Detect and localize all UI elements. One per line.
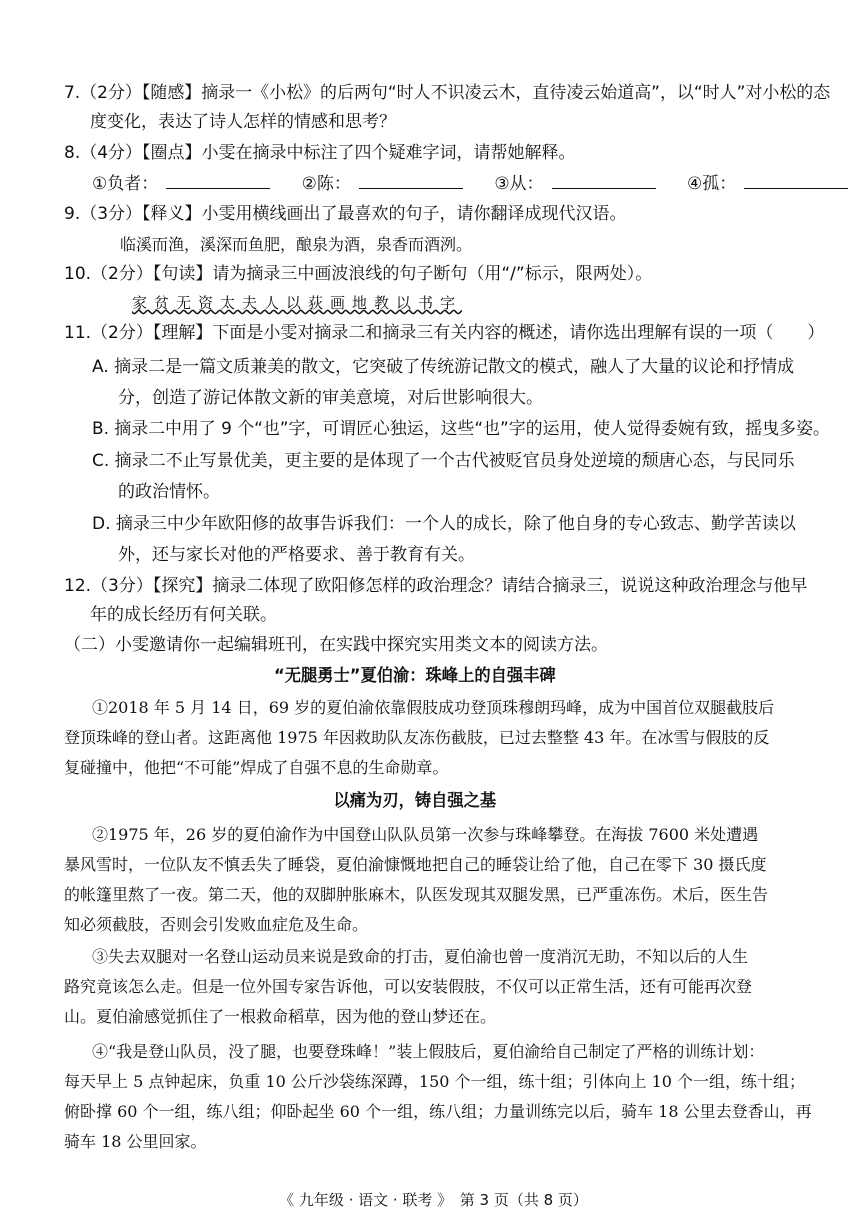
article-title: “无腿勇士”夏伯渝：珠峰上的自强丰碑	[274, 666, 556, 686]
paragraph-2-line3: 的帐篷里熬了一夜。第二天，他的双脚肿胀麻木，队医发现其双腿发黑，已严重冻伤。术后，医生告	[64, 885, 769, 904]
paragraph-2-line2: 暴风雪时，一位队友不慎丢失了睡袋，夏伯渝慷慨地把自己的睡袋让给了他，自己在零下 30 摄氏度	[64, 855, 767, 874]
blank-label-2: ②陈：	[301, 174, 351, 194]
paragraph-4-line3: 俯卧撑 60 个一组，练八组；仰卧起坐 60 个一组，练八组；力量训练完以后，骑车 18 公里去登香山，再	[64, 1102, 812, 1121]
q10-line1: 10.（2分）【句读】请为摘录三中画波浪线的句子断句（用“/”标示，限两处）。	[64, 264, 653, 284]
q7-line2: 度变化，表达了诗人怎样的情感和思考？	[90, 112, 396, 132]
article-subtitle: 以痛为刃，铸自强之基	[333, 791, 497, 811]
q9-line1: 9.（3分）【释义】小雯用横线画出了最喜欢的句子，请你翻译成现代汉语。	[64, 204, 627, 224]
paragraph-3-line1: ③失去双腿对一名登山运动员来说是致命的打击，夏伯渝也曾一度消沉无助，不知以后的人生	[92, 947, 749, 966]
q11-option-c-line1: C. 摘录二不止写景优美，更主要的是体现了一个古代被贬官员身处逆境的颓唐心态，与民同乐	[92, 451, 795, 471]
paragraph-3-line3: 山。夏伯渝感觉抓住了一根救命稻草，因为他的登山梦还在。	[64, 1007, 497, 1026]
blank-label-3: ③从：	[494, 174, 544, 194]
q7-line1: 7.（2分）【随感】摘录一《小松》的后两句“时人不识凌云木，直待凌云始道高”，以“时人”对小松的态	[64, 83, 831, 103]
q11-option-b: B. 摘录二中用了 9 个“也”字，可谓匠心独运，这些“也”字的运用，使人觉得委婉有致，摇曳多姿。	[92, 419, 830, 439]
q11-text: 11.（2分）【理解】下面是小雯对摘录二和摘录三有关内容的概述，请你选出理解有误的一项	[64, 323, 757, 343]
answer-paren[interactable]: （ ）	[756, 323, 825, 343]
q11-option-d-line2: 外，还与家长对他的严格要求、善于教育有关。	[118, 545, 475, 565]
blank-label-1: ①负者：	[92, 174, 159, 194]
q11-option-a-line1: A. 摘录二是一篇文质兼美的散文，它突破了传统游记散文的模式，融人了大量的议论和抒情成	[92, 357, 795, 377]
blank-label-4: ④孤：	[686, 174, 737, 194]
q11-option-a-line2: 分，创造了游记体散文新的审美意境，对后世影响很大。	[118, 388, 543, 408]
answer-blank-3[interactable]	[552, 174, 656, 189]
paragraph-2-line4: 知必须截肢，否则会引发败血症危及生命。	[64, 915, 369, 934]
q11-option-c-line2: 的政治情怀。	[118, 482, 220, 502]
answer-blank-4[interactable]	[744, 174, 848, 189]
q11-option-d-line1: D. 摘录三中少年欧阳修的故事告诉我们：一个人的成长，除了他自身的专心致志、勤学苦读以	[92, 514, 796, 534]
paragraph-1-line2: 登顶珠峰的登山者。这距离他 1975 年因救助队友冻伤截肢，已过去整整 43 年。在冰雪与假肢的反	[64, 728, 770, 747]
section2-intro: （二）小雯邀请你一起编辑班刊，在实践中探究实用类文本的阅读方法。	[64, 635, 608, 655]
paragraph-4-line1: ④“我是登山队员，没了腿，也要登珠峰！”装上假肢后，夏伯渝给自己制定了严格的训练计划：	[92, 1042, 765, 1061]
answer-blank-1[interactable]	[166, 174, 270, 189]
page-footer: 《 九年级 · 语文 · 联考 》 第 3 页（共 8 页）	[279, 1191, 588, 1209]
q12-line1: 12.（3分）【探究】摘录二体现了欧阳修怎样的政治理念？请结合摘录三，说说这种政治理念与他早	[64, 576, 808, 596]
wavy-sentence: 家贫无资太夫人以荻画地教以书字	[132, 294, 463, 312]
paragraph-1-line3: 复碰撞中，他把“不可能”焊成了自强不息的生命勋章。	[64, 758, 449, 777]
q9-sentence: 临溪而渔，溪深而鱼肥，酿泉为酒，泉香而酒洌。	[120, 235, 473, 254]
q10-sentence	[132, 292, 462, 314]
q12-line2: 年的成长经历有何关联。	[90, 605, 277, 625]
paragraph-1-line1: ①2018 年 5 月 14 日，69 岁的夏伯渝依靠假肢成功登顶珠穆朗玛峰，成为中国首位双腿截肢后	[92, 698, 775, 717]
q11-line1	[64, 322, 825, 344]
q8-line1: 8.（4分）【圈点】小雯在摘录中标注了四个疑难字词，请帮她解释。	[64, 143, 576, 163]
paragraph-3-line2: 路究竟该怎么走。但是一位外国专家告诉他，可以安装假肢，不仅可以正常生活，还有可能再次登	[64, 977, 753, 996]
answer-blank-2[interactable]	[359, 174, 463, 189]
q8-blanks	[92, 173, 867, 195]
paragraph-2-line1: ②1975 年，26 岁的夏伯渝作为中国登山队队员第一次参与珠峰攀登。在海拔 7600 米处遭遇	[92, 825, 759, 844]
paragraph-4-line4: 骑车 18 公里回家。	[64, 1132, 207, 1151]
paragraph-4-line2: 每天早上 5 点钟起床，负重 10 公斤沙袋练深蹲，150 个一组，练十组；引体向上 10 个一组，练十组；	[64, 1072, 806, 1091]
